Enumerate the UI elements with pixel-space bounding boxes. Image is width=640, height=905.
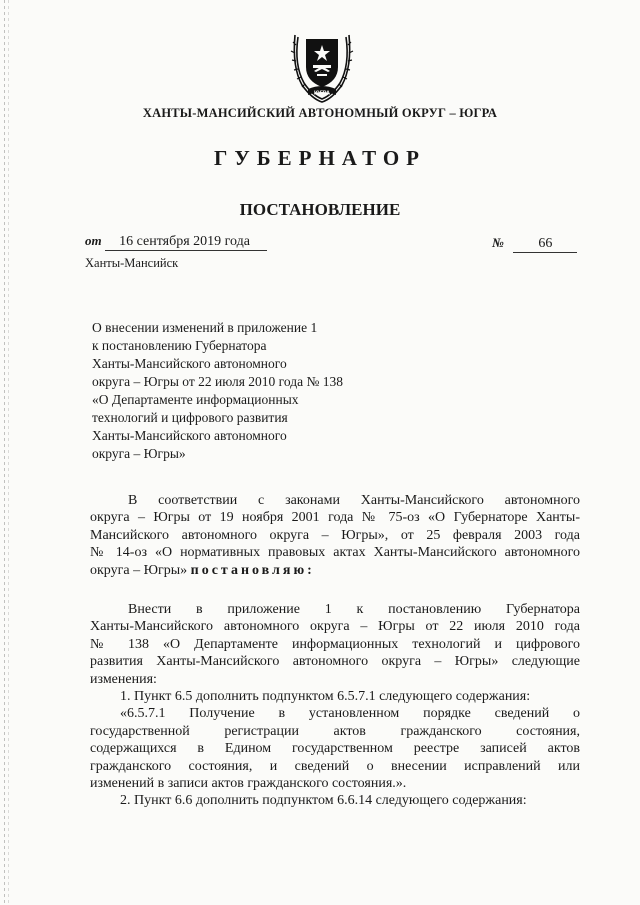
city: Ханты-Мансийск (85, 256, 179, 270)
subject-line: округа – Югры» (92, 446, 186, 461)
document-type: ПОСТАНОВЛЕНИЕ (239, 200, 401, 219)
item-1: 1. Пункт 6.5 дополнить подпунктом 6.5.7.1 следующего содержания: (120, 688, 531, 704)
document-number: 66 (513, 236, 577, 253)
preamble-paragraph (90, 492, 580, 579)
date-block (85, 233, 267, 251)
subject-line: Ханты-Мансийского автономного (92, 428, 287, 443)
quote-line: содержащихся в Едином государственном реестре записей актов (90, 741, 580, 757)
emblem-ribbon-text: ЮГРА (314, 90, 330, 97)
preamble-line: В соответствии с законами Ханты-Мансийского автономного (128, 493, 580, 508)
number-block (492, 235, 577, 253)
main-line: развития Ханты-Мансийского автономного округа – Югры» следующие (90, 654, 580, 670)
preamble-line: № 14-оз «О нормативных правовых актах Ханты-Мансийского автономного (90, 545, 580, 561)
region-name: ХАНТЫ-МАНСИЙСКИЙ АВТОНОМНЫЙ ОКРУГ – ЮГРА (142, 106, 498, 120)
number-prefix: № (492, 235, 504, 250)
preamble-line: Мансийского автономного округа – Югры», от 25 февраля 2003 года (90, 527, 580, 543)
main-line: № 138 «О Департаменте информационных технологий и цифрового (90, 636, 580, 652)
subject-line: технологий и цифрового развития (92, 410, 288, 425)
subject-line: округа – Югры от 22 июля 2010 года № 138 (92, 374, 343, 389)
resolve-word: постановляю: (190, 562, 315, 578)
main-line: Ханты-Мансийского автономного округа – Югры от 22 июля 2010 года (90, 619, 580, 635)
main-paragraph (90, 601, 580, 810)
quote-line: государственной регистрации актов гражданского состояния, (90, 723, 580, 739)
scan-edge-secondary (8, 0, 9, 905)
quote-line: гражданского состояния, и сведений о внесении исправлений или (90, 758, 580, 774)
scan-edge (4, 0, 5, 905)
quote-line-last: изменений в записи актов гражданского состояния.». (90, 775, 407, 791)
preamble-last-line (90, 562, 580, 579)
authority-title: ГУБЕРНАТОР (213, 146, 427, 170)
preamble-line: округа – Югры от 19 ноября 2001 года № 75-оз «О Губернаторе Ханты- (90, 510, 580, 526)
subject-line: Ханты-Мансийского автономного (92, 356, 287, 371)
quote-line: «6.5.7.1 Получение в установленном порядке сведений о (120, 706, 580, 722)
coat-of-arms-emblem (290, 25, 354, 103)
subject-line: «О Департаменте информационных (92, 392, 299, 407)
date-prefix: от (85, 233, 102, 248)
subject-line: к постановлению Губернатора (92, 338, 267, 353)
main-line: Внести в приложение 1 к постановлению Губернатора (128, 602, 580, 617)
preamble-line-end: округа – Югры» (90, 562, 188, 578)
subject-line: О внесении изменений в приложение 1 (92, 320, 318, 335)
main-line-last: изменения: (90, 671, 157, 687)
document-subject (92, 319, 343, 463)
document-date: 16 сентября 2019 года (105, 234, 267, 251)
item-2: 2. Пункт 6.6 дополнить подпунктом 6.6.14 следующего содержания: (120, 793, 527, 809)
